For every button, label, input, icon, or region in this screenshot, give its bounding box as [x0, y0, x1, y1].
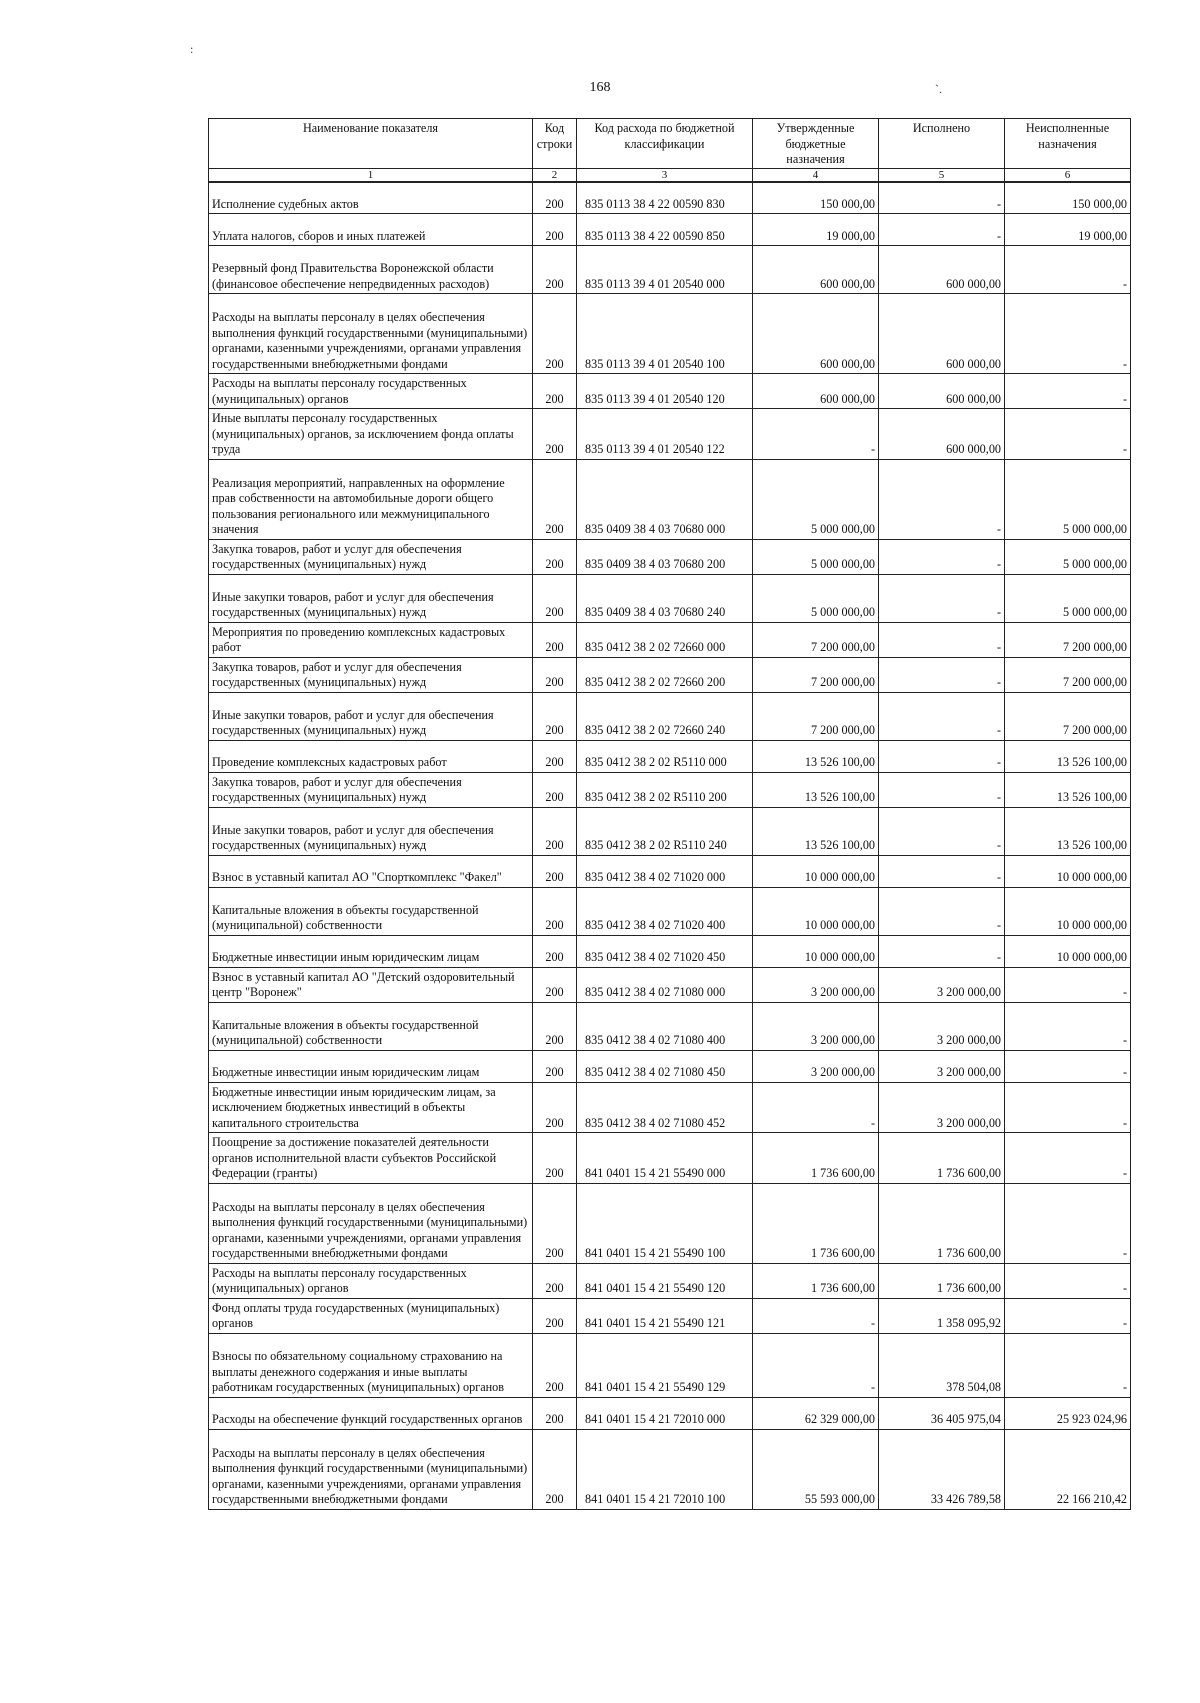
row-executed-amount: -: [879, 622, 1005, 657]
column-number: 1: [209, 168, 533, 182]
row-budget-classification: 841 0401 15 4 21 55490 100: [577, 1183, 753, 1263]
row-line-code: 200: [533, 294, 577, 374]
row-unexecuted-amount: -: [1005, 1082, 1131, 1133]
row-executed-amount: 600 000,00: [879, 409, 1005, 460]
row-unexecuted-amount: -: [1005, 1263, 1131, 1298]
header-indicator-name: Наименование показателя: [209, 119, 533, 169]
row-budget-classification: 835 0113 38 4 22 00590 850: [577, 214, 753, 246]
row-indicator-name: Взнос в уставный капитал АО "Спорткомплекс "Факел": [209, 855, 533, 887]
row-line-code: 200: [533, 1002, 577, 1050]
row-budget-classification: 835 0412 38 2 02 R5110 000: [577, 740, 753, 772]
row-executed-amount: 33 426 789,58: [879, 1429, 1005, 1509]
row-approved-amount: 7 200 000,00: [753, 657, 879, 692]
table-row: [209, 855, 1131, 887]
row-budget-classification: 835 0412 38 2 02 R5110 240: [577, 807, 753, 855]
row-approved-amount: 7 200 000,00: [753, 692, 879, 740]
table-row: [209, 740, 1131, 772]
row-line-code: 200: [533, 1298, 577, 1333]
row-unexecuted-amount: -: [1005, 1333, 1131, 1397]
row-approved-amount: -: [753, 1082, 879, 1133]
row-executed-amount: -: [879, 459, 1005, 539]
header-executed: Исполнено: [879, 119, 1005, 169]
row-line-code: 200: [533, 887, 577, 935]
table-row: [209, 539, 1131, 574]
row-unexecuted-amount: 10 000 000,00: [1005, 855, 1131, 887]
row-indicator-name: Мероприятия по проведению комплексных кадастровых работ: [209, 622, 533, 657]
row-budget-classification: 841 0401 15 4 21 55490 120: [577, 1263, 753, 1298]
scan-artifact-mark: `.: [935, 82, 942, 96]
row-approved-amount: -: [753, 409, 879, 460]
table-row: [209, 657, 1131, 692]
row-executed-amount: 1 736 600,00: [879, 1133, 1005, 1184]
table-row: [209, 1082, 1131, 1133]
row-budget-classification: 835 0412 38 2 02 72660 200: [577, 657, 753, 692]
row-unexecuted-amount: 7 200 000,00: [1005, 657, 1131, 692]
row-executed-amount: 36 405 975,04: [879, 1397, 1005, 1429]
row-line-code: 200: [533, 1183, 577, 1263]
row-line-code: 200: [533, 935, 577, 967]
row-line-code: 200: [533, 374, 577, 409]
row-line-code: 200: [533, 1429, 577, 1509]
row-unexecuted-amount: -: [1005, 294, 1131, 374]
table-row: [209, 459, 1131, 539]
row-budget-classification: 835 0412 38 4 02 71080 450: [577, 1050, 753, 1082]
row-indicator-name: Бюджетные инвестиции иным юридическим лицам: [209, 935, 533, 967]
table-row: [209, 807, 1131, 855]
row-line-code: 200: [533, 1333, 577, 1397]
row-indicator-name: Иные закупки товаров, работ и услуг для обеспечения государственных (муниципальных) нужд: [209, 692, 533, 740]
table-row: [209, 246, 1131, 294]
row-unexecuted-amount: -: [1005, 1050, 1131, 1082]
row-indicator-name: Иные закупки товаров, работ и услуг для обеспечения государственных (муниципальных) нужд: [209, 574, 533, 622]
row-unexecuted-amount: 7 200 000,00: [1005, 622, 1131, 657]
row-executed-amount: 3 200 000,00: [879, 1082, 1005, 1133]
row-approved-amount: 150 000,00: [753, 182, 879, 214]
row-approved-amount: 10 000 000,00: [753, 935, 879, 967]
header-unexecuted: Неисполненные назначения: [1005, 119, 1131, 169]
row-executed-amount: -: [879, 214, 1005, 246]
row-indicator-name: Иные выплаты персоналу государственных (муниципальных) органов, за исключением фонда оплаты труда: [209, 409, 533, 460]
row-approved-amount: 55 593 000,00: [753, 1429, 879, 1509]
table-row: [209, 772, 1131, 807]
row-indicator-name: Расходы на выплаты персоналу в целях обеспечения выполнения функций государственными (муниципальными) органами, казенными учреждениями, органами управления государственными внебюджетными фондами: [209, 1183, 533, 1263]
row-unexecuted-amount: 10 000 000,00: [1005, 887, 1131, 935]
page-number: 168: [589, 80, 611, 95]
row-approved-amount: 3 200 000,00: [753, 967, 879, 1002]
row-indicator-name: Расходы на выплаты персоналу государственных (муниципальных) органов: [209, 1263, 533, 1298]
table-row: [209, 692, 1131, 740]
row-unexecuted-amount: 19 000,00: [1005, 214, 1131, 246]
row-approved-amount: 19 000,00: [753, 214, 879, 246]
row-indicator-name: Закупка товаров, работ и услуг для обеспечения государственных (муниципальных) нужд: [209, 539, 533, 574]
row-unexecuted-amount: -: [1005, 409, 1131, 460]
table-row: [209, 1002, 1131, 1050]
table-row: [209, 294, 1131, 374]
row-budget-classification: 841 0401 15 4 21 72010 100: [577, 1429, 753, 1509]
row-unexecuted-amount: -: [1005, 246, 1131, 294]
row-indicator-name: Расходы на выплаты персоналу государственных (муниципальных) органов: [209, 374, 533, 409]
row-executed-amount: -: [879, 935, 1005, 967]
row-line-code: 200: [533, 807, 577, 855]
column-number: 2: [533, 168, 577, 182]
row-unexecuted-amount: -: [1005, 1183, 1131, 1263]
table-row: [209, 1183, 1131, 1263]
row-approved-amount: -: [753, 1298, 879, 1333]
row-approved-amount: 10 000 000,00: [753, 855, 879, 887]
row-budget-classification: 835 0412 38 2 02 72660 000: [577, 622, 753, 657]
row-budget-classification: 835 0412 38 4 02 71080 400: [577, 1002, 753, 1050]
row-unexecuted-amount: -: [1005, 1002, 1131, 1050]
row-executed-amount: -: [879, 692, 1005, 740]
row-approved-amount: 3 200 000,00: [753, 1050, 879, 1082]
row-budget-classification: 835 0113 38 4 22 00590 830: [577, 182, 753, 214]
row-budget-classification: 835 0412 38 4 02 71020 400: [577, 887, 753, 935]
row-indicator-name: Реализация мероприятий, направленных на оформление прав собственности на автомобильные дороги общего пользования регионального или межмуниципального значения: [209, 459, 533, 539]
row-indicator-name: Взнос в уставный капитал АО "Детский оздоровительный центр "Воронеж": [209, 967, 533, 1002]
row-executed-amount: 600 000,00: [879, 374, 1005, 409]
row-indicator-name: Резервный фонд Правительства Воронежской области (финансовое обеспечение непредвиденных расходов): [209, 246, 533, 294]
row-approved-amount: 13 526 100,00: [753, 772, 879, 807]
row-unexecuted-amount: 22 166 210,42: [1005, 1429, 1131, 1509]
column-number: 3: [577, 168, 753, 182]
row-budget-classification: 835 0412 38 4 02 71080 000: [577, 967, 753, 1002]
row-indicator-name: Фонд оплаты труда государственных (муниципальных) органов: [209, 1298, 533, 1333]
row-budget-classification: 835 0409 38 4 03 70680 200: [577, 539, 753, 574]
row-approved-amount: -: [753, 1333, 879, 1397]
table-row: [209, 887, 1131, 935]
row-executed-amount: 3 200 000,00: [879, 967, 1005, 1002]
row-approved-amount: 5 000 000,00: [753, 539, 879, 574]
table-row: [209, 1263, 1131, 1298]
row-budget-classification: 835 0113 39 4 01 20540 100: [577, 294, 753, 374]
row-budget-classification: 841 0401 15 4 21 55490 121: [577, 1298, 753, 1333]
row-indicator-name: Капитальные вложения в объекты государственной (муниципальной) собственности: [209, 887, 533, 935]
table-row: [209, 1050, 1131, 1082]
row-budget-classification: 841 0401 15 4 21 72010 000: [577, 1397, 753, 1429]
table-row: [209, 967, 1131, 1002]
column-number: 6: [1005, 168, 1131, 182]
row-unexecuted-amount: -: [1005, 1298, 1131, 1333]
row-line-code: 200: [533, 855, 577, 887]
table-row: [209, 374, 1131, 409]
table-row: [209, 1429, 1131, 1509]
row-approved-amount: 600 000,00: [753, 294, 879, 374]
row-budget-classification: 835 0412 38 4 02 71020 000: [577, 855, 753, 887]
row-approved-amount: 600 000,00: [753, 246, 879, 294]
row-executed-amount: -: [879, 887, 1005, 935]
row-line-code: 200: [533, 574, 577, 622]
row-approved-amount: 13 526 100,00: [753, 740, 879, 772]
table-row: [209, 935, 1131, 967]
row-executed-amount: 600 000,00: [879, 246, 1005, 294]
row-unexecuted-amount: 7 200 000,00: [1005, 692, 1131, 740]
row-approved-amount: 10 000 000,00: [753, 887, 879, 935]
row-approved-amount: 3 200 000,00: [753, 1002, 879, 1050]
row-budget-classification: 835 0412 38 2 02 R5110 200: [577, 772, 753, 807]
row-approved-amount: 7 200 000,00: [753, 622, 879, 657]
row-budget-classification: 835 0409 38 4 03 70680 000: [577, 459, 753, 539]
row-unexecuted-amount: 150 000,00: [1005, 182, 1131, 214]
budget-execution-table: [208, 118, 1131, 1510]
column-number: 4: [753, 168, 879, 182]
table-body: [209, 182, 1131, 1510]
row-indicator-name: Поощрение за достижение показателей деятельности органов исполнительной власти субъектов Российской Федерации (гранты): [209, 1133, 533, 1184]
row-unexecuted-amount: 13 526 100,00: [1005, 807, 1131, 855]
row-executed-amount: 1 736 600,00: [879, 1263, 1005, 1298]
row-executed-amount: -: [879, 855, 1005, 887]
row-executed-amount: 3 200 000,00: [879, 1002, 1005, 1050]
row-unexecuted-amount: 13 526 100,00: [1005, 740, 1131, 772]
row-line-code: 200: [533, 622, 577, 657]
row-approved-amount: 1 736 600,00: [753, 1133, 879, 1184]
row-unexecuted-amount: 25 923 024,96: [1005, 1397, 1131, 1429]
row-executed-amount: 1 736 600,00: [879, 1183, 1005, 1263]
table-row: [209, 622, 1131, 657]
row-executed-amount: -: [879, 182, 1005, 214]
row-line-code: 200: [533, 1082, 577, 1133]
table-row: [209, 214, 1131, 246]
row-executed-amount: 3 200 000,00: [879, 1050, 1005, 1082]
row-budget-classification: 835 0412 38 4 02 71080 452: [577, 1082, 753, 1133]
row-indicator-name: Бюджетные инвестиции иным юридическим лицам, за исключением бюджетных инвестиций в объекты капитального строительства: [209, 1082, 533, 1133]
row-indicator-name: Исполнение судебных актов: [209, 182, 533, 214]
row-line-code: 200: [533, 459, 577, 539]
row-executed-amount: -: [879, 772, 1005, 807]
scan-artifact-mark: :: [190, 42, 194, 56]
row-line-code: 200: [533, 1133, 577, 1184]
table-row: [209, 1133, 1131, 1184]
row-indicator-name: Взносы по обязательному социальному страхованию на выплаты денежного содержания и иные выплаты работникам государственных (муниципальных) органов: [209, 1333, 533, 1397]
row-indicator-name: Иные закупки товаров, работ и услуг для обеспечения государственных (муниципальных) нужд: [209, 807, 533, 855]
row-line-code: 200: [533, 1397, 577, 1429]
row-line-code: 200: [533, 539, 577, 574]
table-row: [209, 1298, 1131, 1333]
row-indicator-name: Закупка товаров, работ и услуг для обеспечения государственных (муниципальных) нужд: [209, 657, 533, 692]
row-budget-classification: 835 0113 39 4 01 20540 000: [577, 246, 753, 294]
table-row: [209, 574, 1131, 622]
row-approved-amount: 5 000 000,00: [753, 459, 879, 539]
row-unexecuted-amount: -: [1005, 374, 1131, 409]
row-line-code: 200: [533, 657, 577, 692]
row-line-code: 200: [533, 1263, 577, 1298]
row-executed-amount: 1 358 095,92: [879, 1298, 1005, 1333]
row-unexecuted-amount: -: [1005, 1133, 1131, 1184]
row-approved-amount: 600 000,00: [753, 374, 879, 409]
row-approved-amount: 62 329 000,00: [753, 1397, 879, 1429]
row-indicator-name: Расходы на выплаты персоналу в целях обеспечения выполнения функций государственными (муниципальными) органами, казенными учреждениями, органами управления государственными внебюджетными фондами: [209, 294, 533, 374]
row-executed-amount: -: [879, 539, 1005, 574]
row-budget-classification: 835 0113 39 4 01 20540 120: [577, 374, 753, 409]
row-budget-classification: 835 0409 38 4 03 70680 240: [577, 574, 753, 622]
row-unexecuted-amount: 5 000 000,00: [1005, 574, 1131, 622]
table-row: [209, 1333, 1131, 1397]
row-executed-amount: 378 504,08: [879, 1333, 1005, 1397]
header-line-code: Код строки: [533, 119, 577, 169]
row-approved-amount: 13 526 100,00: [753, 807, 879, 855]
row-indicator-name: Бюджетные инвестиции иным юридическим лицам: [209, 1050, 533, 1082]
row-executed-amount: -: [879, 657, 1005, 692]
header-budget-classification: Код расхода по бюджетной классификации: [577, 119, 753, 169]
row-budget-classification: 835 0412 38 2 02 72660 240: [577, 692, 753, 740]
row-line-code: 200: [533, 967, 577, 1002]
column-number: 5: [879, 168, 1005, 182]
row-indicator-name: Капитальные вложения в объекты государственной (муниципальной) собственности: [209, 1002, 533, 1050]
table-row: [209, 1397, 1131, 1429]
row-line-code: 200: [533, 214, 577, 246]
row-budget-classification: 835 0113 39 4 01 20540 122: [577, 409, 753, 460]
row-unexecuted-amount: 10 000 000,00: [1005, 935, 1131, 967]
row-unexecuted-amount: 13 526 100,00: [1005, 772, 1131, 807]
row-line-code: 200: [533, 246, 577, 294]
row-executed-amount: 600 000,00: [879, 294, 1005, 374]
row-executed-amount: -: [879, 807, 1005, 855]
row-line-code: 200: [533, 772, 577, 807]
row-approved-amount: 1 736 600,00: [753, 1263, 879, 1298]
row-budget-classification: 841 0401 15 4 21 55490 129: [577, 1333, 753, 1397]
row-budget-classification: 835 0412 38 4 02 71020 450: [577, 935, 753, 967]
table-row: [209, 409, 1131, 460]
row-executed-amount: -: [879, 574, 1005, 622]
row-executed-amount: -: [879, 740, 1005, 772]
row-indicator-name: Закупка товаров, работ и услуг для обеспечения государственных (муниципальных) нужд: [209, 772, 533, 807]
row-approved-amount: 5 000 000,00: [753, 574, 879, 622]
table-row: [209, 182, 1131, 214]
row-budget-classification: 841 0401 15 4 21 55490 000: [577, 1133, 753, 1184]
row-line-code: 200: [533, 182, 577, 214]
row-unexecuted-amount: 5 000 000,00: [1005, 539, 1131, 574]
row-indicator-name: Уплата налогов, сборов и иных платежей: [209, 214, 533, 246]
row-indicator-name: Расходы на выплаты персоналу в целях обеспечения выполнения функций государственными (муниципальными) органами, казенными учреждениями, органами управления государственными внебюджетными фондами: [209, 1429, 533, 1509]
row-unexecuted-amount: -: [1005, 967, 1131, 1002]
row-approved-amount: 1 736 600,00: [753, 1183, 879, 1263]
row-line-code: 200: [533, 692, 577, 740]
row-indicator-name: Расходы на обеспечение функций государственных органов: [209, 1397, 533, 1429]
header-approved: Утвержденные бюджетные назначения: [753, 119, 879, 169]
row-line-code: 200: [533, 740, 577, 772]
row-line-code: 200: [533, 409, 577, 460]
table-header: [209, 119, 1131, 182]
row-unexecuted-amount: 5 000 000,00: [1005, 459, 1131, 539]
row-line-code: 200: [533, 1050, 577, 1082]
row-indicator-name: Проведение комплексных кадастровых работ: [209, 740, 533, 772]
